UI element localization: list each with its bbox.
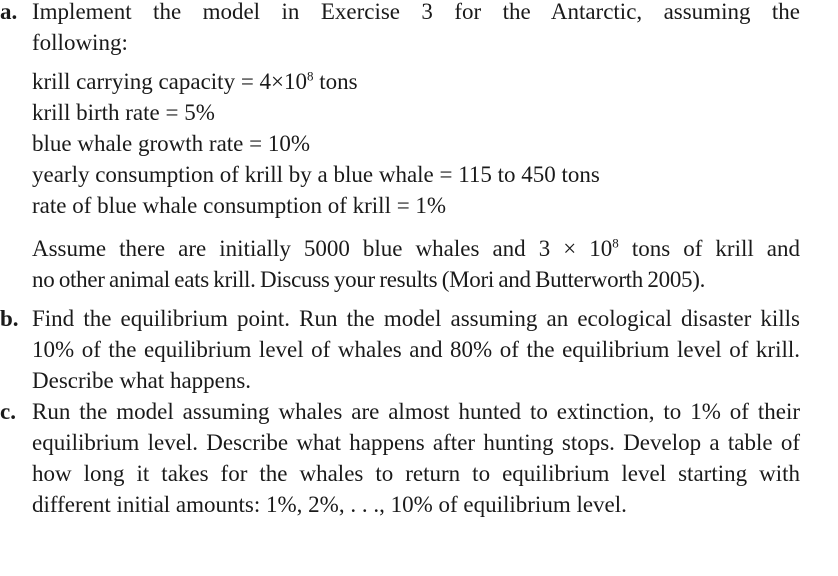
param-krill-birth-rate: krill birth rate = 5% (32, 100, 215, 125)
assumption-line1: Assume there are initially 5000 blue whales and $3 \times 10^8$ tons of krill and (32, 235, 800, 261)
item-a-text (32, 0, 800, 58)
param-krill-capacity: krill carrying capacity = $4\times 10^8$ tons (32, 68, 358, 94)
assumption-line2: no other animal eats krill. Discuss your results (Mori and Butterworth 2005). (32, 267, 706, 292)
item-c-text: Run the model assuming whales are almost hunted to extinction, to 1% of their equilibrium level. Describe what happens after hunting stops. Develop a table of how long it takes for the whales to return to equilibrium level starting with different initial amounts: 1%, 2%, . . ., 10% of equilibrium level. (32, 399, 800, 517)
exercise-item-b (0, 303, 800, 396)
param-whale-growth-rate: blue whale growth rate = 10% (32, 131, 311, 156)
item-letter-a: a. (0, 0, 18, 24)
param-yearly-consumption: yearly consumption of krill by a blue whale = 115 to 450 tons (32, 162, 600, 187)
item-b-text: Find the equilibrium point. Run the model assuming an ecological disaster kills 10% of the equilibrium level of whales and 80% of the equilibrium level of krill. Describe what happens. (32, 306, 800, 393)
item-letter-c: c. (0, 399, 16, 424)
exercise-item-c (0, 396, 800, 520)
item-a-line2: following: (32, 30, 128, 55)
parameter-list (32, 66, 800, 221)
exercise-item-a (0, 0, 800, 295)
param-consumption-rate: rate of blue whale consumption of krill = 1% (32, 193, 447, 218)
item-letter-b: b. (0, 306, 19, 331)
item-a-line1: Implement the model in Exercise 3 for the Antarctic, assuming the (32, 0, 800, 24)
item-a-assumption (32, 233, 800, 295)
